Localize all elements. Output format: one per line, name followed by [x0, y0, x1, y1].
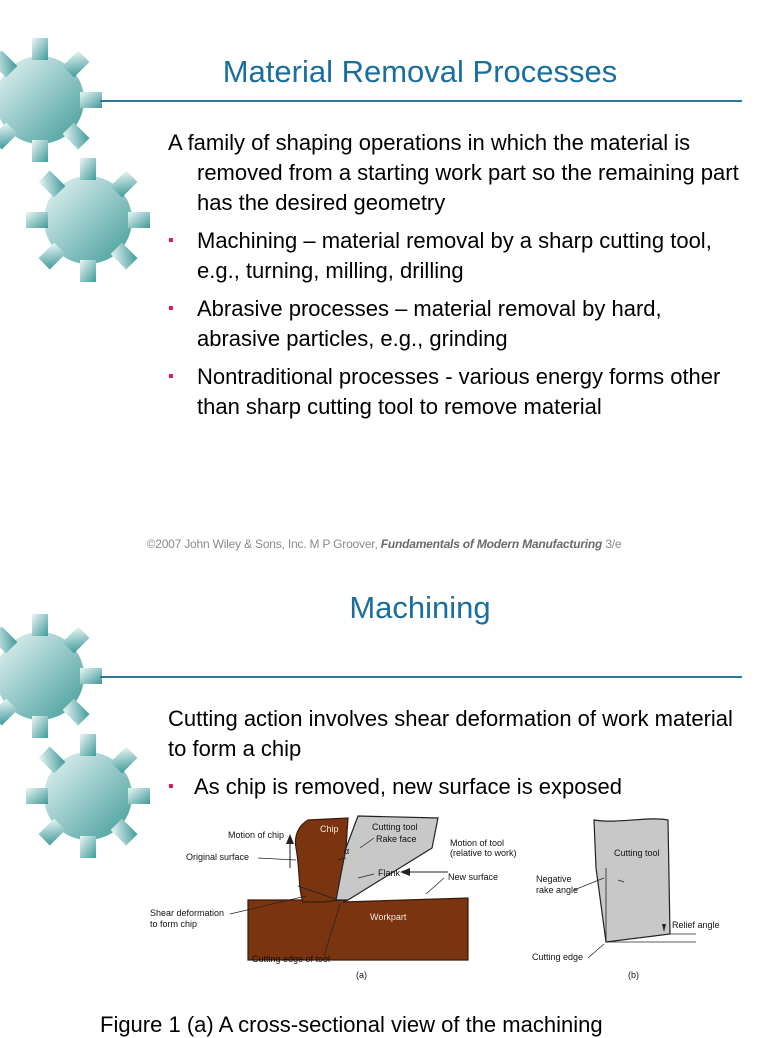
bullet-marker: ▪ — [168, 778, 174, 795]
bullet-text: Machining – material removal by a sharp cutting tool, e.g., turning, milling, drilling — [197, 228, 712, 283]
slide-title: Material Removal Processes — [222, 54, 618, 89]
label-shear-1: Shear deformation — [150, 908, 225, 918]
footer-book-title: Fundamentals of Modern Manufacturing — [380, 537, 603, 551]
bullet-text: Abrasive processes – material removal by hard, abrasive particles, e.g., grinding — [197, 296, 662, 351]
label-cutting-edge: Cutting edge — [532, 952, 584, 962]
bullet-marker: ▪ — [168, 368, 174, 385]
label-flank: Flank — [378, 868, 401, 878]
footer-prefix: ©2007 John Wiley & Sons, Inc. M P Groover, — [146, 537, 381, 551]
slide-body — [168, 704, 748, 802]
label-new-surface: New surface — [448, 872, 499, 882]
label-shear-2: to form chip — [150, 919, 198, 929]
bullet-item — [168, 772, 748, 802]
bullet-item — [168, 362, 748, 422]
gear-icon — [0, 614, 160, 864]
label-original-surface: Original surface — [186, 852, 250, 862]
title-rule — [100, 676, 742, 678]
label-motion-of-tool-1: Motion of tool — [450, 838, 505, 848]
slide-title: Machining — [349, 590, 491, 625]
bullet-marker: ▪ — [168, 232, 174, 249]
title-rule — [100, 100, 742, 102]
label-motion-of-tool-2: (relative to work) — [450, 848, 517, 858]
copyright-footer — [0, 537, 768, 551]
label-motion-of-chip: Motion of chip — [228, 830, 285, 840]
label-chip: Chip — [320, 824, 339, 834]
slide-body — [168, 128, 748, 422]
footer-suffix: 3/e — [602, 537, 622, 551]
figure-panel-b — [532, 819, 720, 980]
bullet-text: As chip is removed, new surface is exposed — [194, 774, 622, 799]
label-cutting-tool-a: Cutting tool — [372, 822, 418, 832]
label-cutting-tool-b: Cutting tool — [614, 848, 660, 858]
figure-caption: Figure 1 (a) A cross-sectional view of the machining — [100, 1012, 603, 1037]
bullet-text: Nontraditional processes - various energy forms other than sharp cutting tool to remove material — [197, 364, 721, 419]
label-negative-rake-1: Negative — [536, 874, 572, 884]
label-negative-rake-2: rake angle — [536, 885, 579, 895]
lead-paragraph: A family of shaping operations in which the material is removed from a starting work part so the remaining part has the desired geometry — [168, 130, 739, 215]
label-panel-a: (a) — [356, 970, 367, 980]
label-cutting-edge-of-tool: Cutting edge of tool — [252, 954, 331, 964]
lead-paragraph: Cutting action involves shear deformation of work material to form a chip — [168, 706, 733, 761]
label-panel-b: (b) — [628, 970, 639, 980]
label-alpha: α — [344, 846, 350, 856]
label-relief-angle: Relief angle — [672, 920, 720, 930]
machining-figure — [148, 808, 730, 1008]
bullet-item — [168, 294, 748, 354]
label-workpart: Workpart — [370, 912, 407, 922]
figure-panel-a — [150, 816, 517, 980]
bullet-marker: ▪ — [168, 300, 174, 317]
slide-machining — [0, 576, 768, 1037]
bullet-item — [168, 226, 748, 286]
label-rake-face: Rake face — [376, 834, 417, 844]
